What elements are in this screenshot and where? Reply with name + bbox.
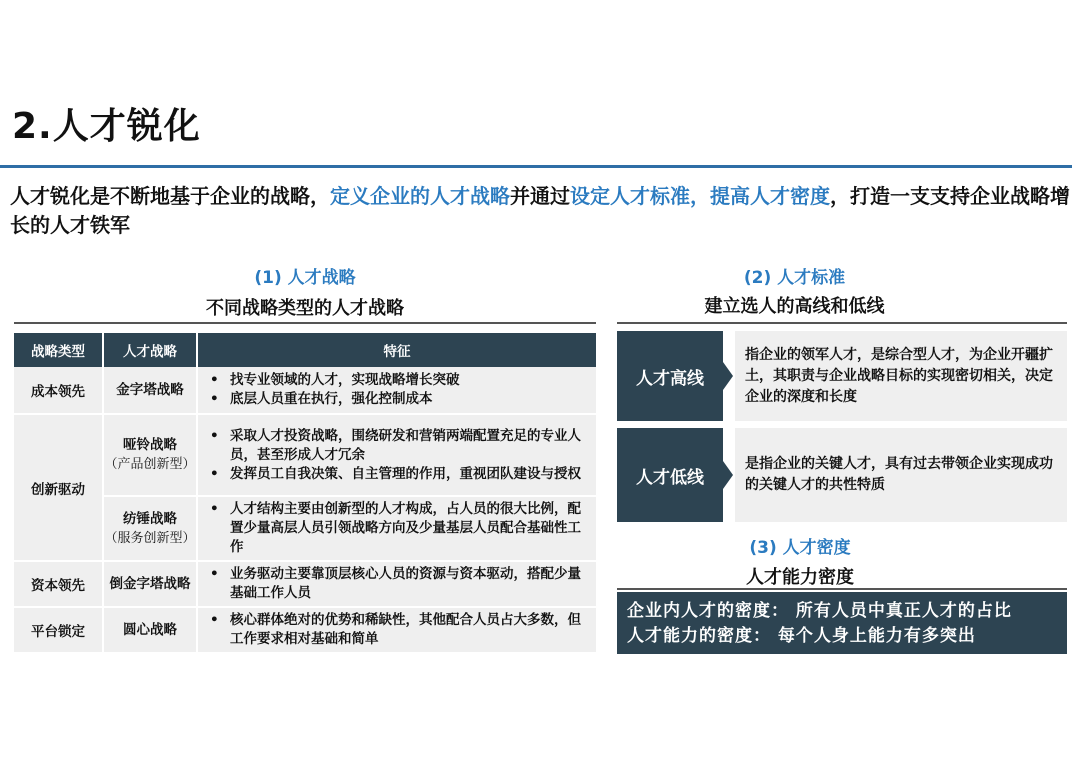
table-row [14,607,596,653]
header-strategy: 人才战略 [103,333,197,367]
strategy-cell: 圆心战略 [103,607,197,653]
feature-item: • 核心群体绝对的优势和稀缺性，其他配合人员占大多数，但工作要求相对基础和简单 [204,611,588,649]
standard-high [617,331,1067,421]
intro-highlight-1: 定义企业的人才战略 [330,184,510,208]
features-cell [197,367,596,414]
feature-item: • 找专业领域的人才，实现战略增长突破 [204,371,588,390]
features-cell [197,561,596,607]
strategy-name: 纺锤战略 [123,510,177,527]
feature-item: • 采取人才投资战略，围绕研发和营销两端配置充足的专业人员，甚至形成人才冗余 [204,427,588,465]
standard-desc: 指企业的领军人才，是综合型人才，为企业开疆扩土，其职责与企业战略目标的实现密切相关，决定企业的深度和长度 [735,331,1067,421]
density-line: 企业内人才的密度： 所有人员中真正人才的占比 [627,601,1012,621]
strategy-table [14,333,596,654]
features-cell [197,607,596,653]
standard-label: 人才高线 [617,331,723,421]
feature-item: • 业务驱动主要靠顶层核心人员的资源与资本驱动，搭配少量基础工作人员 [204,565,588,603]
header-features: 特征 [197,333,596,367]
type-cell: 资本领先 [14,561,103,607]
strategy-note: （产品创新型） [104,457,196,472]
intro-text-3: ，打造一支支持企业战略增长的人才铁军 [10,184,1070,237]
section2-rule [617,322,1067,324]
section1-rule [14,322,596,324]
arrow-right-icon [723,362,733,390]
page-title: 2.人才锐化 [12,106,201,147]
standard-low [617,428,1067,522]
section2-subtitle: 建立选人的高线和低线 [704,296,885,317]
strategy-note: （服务创新型） [104,530,196,546]
arrow-right-icon [723,461,733,489]
table-row [14,367,596,414]
section3-heading: (3) 人才密度 [749,538,851,558]
section3-subtitle: 人才能力密度 [746,567,854,588]
density-box [617,592,1067,654]
section3-rule [617,588,1067,590]
section1-subtitle: 不同战略类型的人才战略 [206,298,404,319]
strategy-cell: 金字塔战略 [103,367,197,414]
type-cell: 成本领先 [14,367,103,414]
strategy-cell: 倒金字塔战略 [103,561,197,607]
feature-item: • 人才结构主要由创新型的人才构成，占人员的很大比例，配置少量高层人员引领战略方向及少量基层人员配合基础性工作 [204,500,588,557]
intro-paragraph [10,182,1070,240]
strategy-name: 哑铃战略 [123,437,177,453]
feature-item: • 发挥员工自我决策、自主管理的作用，重视团队建设与授权 [204,465,588,484]
features-cell [197,496,596,561]
standard-label: 人才低线 [617,428,723,522]
intro-highlight-2: 设定人才标准，提高人才密度 [570,184,830,208]
type-cell: 平台锁定 [14,607,103,653]
section1-heading: (1) 人才战略 [254,268,356,288]
table-header-row [14,333,596,367]
strategy-cell [103,414,197,496]
features-cell [197,414,596,496]
intro-text-2: 并通过 [510,184,570,208]
header-type: 战略类型 [14,333,103,367]
table-row [14,414,596,496]
type-cell: 创新驱动 [14,414,103,561]
standard-desc: 是指企业的关键人才，具有过去带领企业实现成功的关键人才的共性特质 [735,428,1067,522]
strategy-cell [103,496,197,561]
section2-heading: (2) 人才标准 [743,268,846,288]
density-line: 人才能力的密度： 每个人身上能力有多突出 [627,626,976,646]
feature-item: • 底层人员重在执行，强化控制成本 [204,390,588,409]
table-row [14,561,596,607]
intro-text-1: 人才锐化是不断地基于企业的战略， [10,184,330,208]
title-divider [0,165,1072,168]
